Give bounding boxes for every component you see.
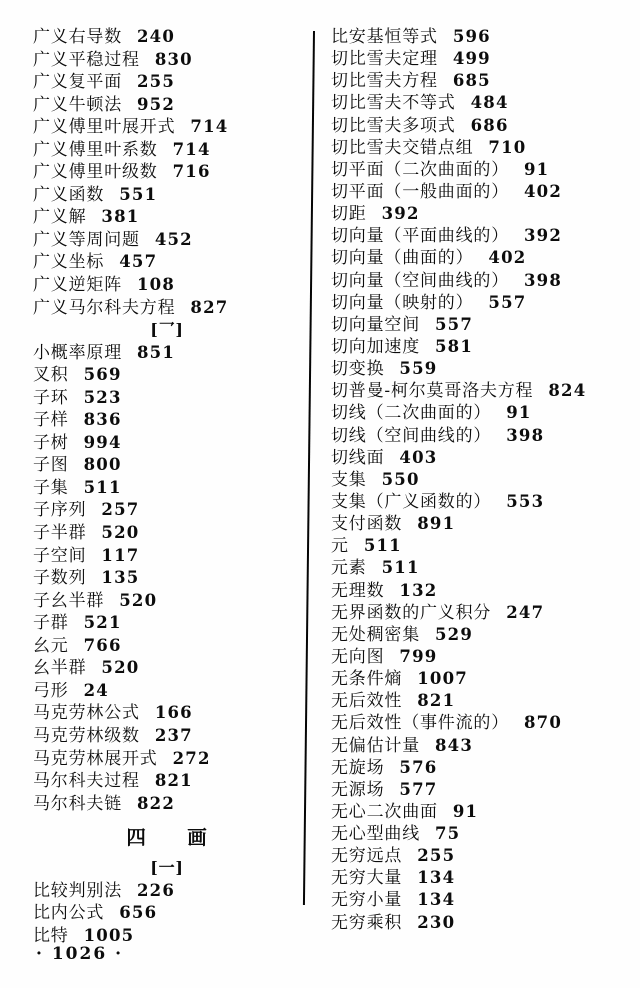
entry-term: 广义等周问题 (33, 229, 140, 250)
entry-term: 无心型曲线 (331, 824, 420, 845)
index-entry (33, 477, 301, 500)
entry-page-number: 836 (83, 410, 122, 430)
index-entry (33, 229, 301, 252)
entry-page-number: 520 (101, 658, 140, 678)
entry-term: 比内公式 (33, 903, 105, 924)
entry-page-number: 166 (154, 703, 193, 723)
entry-page-number: 135 (101, 568, 140, 588)
entry-term: 切平面（一般曲面的） (331, 181, 509, 202)
entry-term: 切距 (331, 204, 367, 225)
index-entry (331, 380, 631, 402)
entry-term: 幺元 (33, 635, 69, 656)
index-entry (331, 48, 631, 70)
entry-term: 广义马尔科夫方程 (33, 297, 176, 318)
index-entry (33, 902, 301, 925)
stroke-group-marker: [乛] (150, 320, 184, 340)
index-entry (331, 159, 631, 181)
index-entry (33, 432, 301, 455)
index-entry (331, 602, 631, 624)
entry-term: 广义傅里叶系数 (33, 139, 158, 160)
entry-page-number: 91 (524, 159, 550, 179)
entry-page-number: 255 (417, 846, 456, 866)
index-entry (331, 358, 631, 380)
entry-term: 子数列 (33, 568, 87, 589)
entry-term: 子半群 (33, 523, 87, 544)
entry-page-number: 714 (172, 139, 211, 159)
index-entry (331, 624, 631, 646)
index-entry (331, 889, 631, 911)
index-entry (33, 522, 301, 545)
entry-term: 广义傅里叶级数 (33, 162, 158, 183)
entry-page-number: 830 (154, 49, 193, 69)
entry-page-number: 569 (83, 365, 122, 385)
entry-term: 子群 (33, 613, 69, 634)
entry-page-number: 511 (363, 536, 402, 556)
index-entry (331, 823, 631, 845)
entry-page-number: 821 (154, 771, 193, 791)
entry-term: 无源场 (331, 779, 385, 800)
entry-term: 小概率原理 (33, 342, 122, 363)
entry-page-number: 75 (435, 824, 461, 844)
entry-page-number: 994 (83, 432, 122, 452)
entry-term: 无穷小量 (331, 890, 403, 911)
entry-term: 无旋场 (331, 757, 385, 778)
entry-term: 无向图 (331, 646, 385, 667)
entry-page-number: 240 (137, 27, 176, 46)
entry-page-number: 134 (417, 868, 456, 888)
entry-page-number: 484 (470, 93, 509, 113)
entry-term: 比特 (33, 925, 69, 946)
entry-term: 子树 (33, 432, 69, 453)
entry-page-number: 799 (399, 646, 438, 666)
index-entry (331, 668, 631, 690)
index-entry (33, 26, 301, 49)
index-entry (331, 845, 631, 867)
right-index-column (331, 26, 631, 934)
entry-page-number: 716 (172, 162, 211, 182)
index-entry (331, 92, 631, 114)
entry-term: 切普曼-柯尔莫哥洛夫方程 (331, 381, 534, 402)
index-entry (33, 184, 301, 207)
entry-page-number: 551 (119, 184, 158, 204)
index-entry (33, 680, 301, 703)
entry-page-number: 511 (83, 477, 122, 497)
entry-term: 广义逆矩阵 (33, 275, 122, 296)
entry-page-number: 520 (119, 590, 158, 610)
entry-term: 子样 (33, 410, 69, 431)
index-entry (33, 793, 301, 816)
index-entry (33, 545, 301, 568)
entry-page-number: 952 (137, 94, 176, 114)
entry-term: 元素 (331, 558, 367, 579)
entry-term: 马克劳林公式 (33, 703, 140, 724)
index-entry (331, 270, 631, 292)
entry-page-number: 1005 (83, 925, 135, 945)
entry-term: 支集（广义函数的） (331, 491, 492, 512)
entry-page-number: 237 (154, 725, 193, 745)
entry-term: 无后效性 (331, 691, 403, 712)
entry-page-number: 1007 (417, 669, 468, 689)
index-entry (33, 71, 301, 94)
entry-page-number: 521 (83, 613, 122, 633)
entry-page-number: 550 (381, 469, 420, 489)
index-entry (33, 880, 301, 903)
entry-page-number: 557 (488, 292, 527, 312)
entry-page-number: 656 (119, 903, 158, 923)
index-entry (331, 912, 631, 934)
index-entry (331, 735, 631, 757)
entry-page-number: 523 (83, 387, 122, 407)
entry-page-number: 117 (101, 545, 140, 565)
entry-term: 支集 (331, 469, 367, 490)
index-entry (331, 779, 631, 801)
index-entry (331, 425, 631, 447)
entry-page-number: 272 (172, 748, 211, 768)
index-entry (331, 801, 631, 823)
stroke-group-marker: [一] (150, 858, 184, 878)
entry-term: 马尔科夫链 (33, 793, 122, 814)
index-entry (33, 206, 301, 229)
index-entry (33, 139, 301, 162)
index-entry (331, 867, 631, 889)
index-entry (33, 94, 301, 117)
index-entry (33, 274, 301, 297)
entry-page-number: 398 (506, 425, 545, 445)
entry-page-number: 577 (399, 779, 438, 799)
index-entry (331, 225, 631, 247)
entry-page-number: 392 (381, 204, 420, 224)
entry-term: 广义傅里叶展开式 (33, 117, 176, 138)
entry-term: 切向量（映射的） (331, 292, 474, 313)
entry-term: 无条件熵 (331, 669, 403, 690)
entry-page-number: 891 (417, 514, 456, 534)
entry-term: 马克劳林级数 (33, 725, 140, 746)
entry-term: 切向量（曲面的） (331, 248, 474, 269)
index-entry (331, 336, 631, 358)
index-entry (331, 203, 631, 225)
entry-term: 无理数 (331, 580, 385, 601)
column-divider-rule (303, 31, 315, 905)
entry-page-number: 576 (399, 757, 438, 777)
entry-page-number: 392 (524, 226, 563, 246)
index-entry (33, 161, 301, 184)
entry-page-number: 553 (506, 491, 545, 511)
index-entry (33, 770, 301, 793)
left-index-column (33, 26, 301, 947)
page-number: · 1026 · (36, 944, 123, 964)
entry-term: 子图 (33, 455, 69, 476)
entry-term: 广义复平面 (33, 72, 122, 93)
entry-page-number: 452 (154, 229, 193, 249)
index-entry (33, 49, 301, 72)
entry-term: 切向量（平面曲线的） (331, 226, 509, 247)
index-entry (331, 580, 631, 602)
index-entry (331, 712, 631, 734)
index-entry (33, 702, 301, 725)
entry-page-number: 457 (119, 252, 158, 272)
entry-term: 支付函数 (331, 514, 403, 535)
entry-term: 弓形 (33, 680, 69, 701)
entry-page-number: 230 (417, 912, 456, 932)
entry-term: 广义解 (33, 207, 87, 228)
entry-term: 比较判别法 (33, 880, 122, 901)
index-entry (331, 247, 631, 269)
index-entry (331, 26, 631, 48)
index-entry (33, 364, 301, 387)
entry-page-number: 843 (435, 735, 474, 755)
entry-term: 切线（二次曲面的） (331, 403, 492, 424)
entry-page-number: 403 (399, 447, 438, 467)
index-entry (331, 690, 631, 712)
index-entry (33, 454, 301, 477)
entry-term: 切线（空间曲线的） (331, 425, 492, 446)
entry-page-number: 822 (137, 793, 176, 813)
index-entry (33, 635, 301, 658)
entry-page-number: 108 (137, 275, 176, 295)
entry-term: 切比雪夫方程 (331, 71, 438, 92)
index-entry (33, 251, 301, 274)
entry-term: 切比雪夫多项式 (331, 115, 456, 136)
entry-term: 元 (331, 536, 349, 557)
index-entry (331, 314, 631, 336)
entry-page-number: 402 (488, 248, 527, 268)
entry-page-number: 714 (190, 117, 229, 137)
index-entry (33, 116, 301, 139)
entry-page-number: 398 (524, 270, 563, 290)
entry-term: 子集 (33, 477, 69, 498)
entry-page-number: 559 (399, 359, 438, 379)
index-entry (33, 725, 301, 748)
entry-term: 切向量空间 (331, 314, 420, 335)
entry-term: 无心二次曲面 (331, 801, 438, 822)
index-entry (331, 447, 631, 469)
entry-page-number: 766 (83, 635, 122, 655)
index-entry (331, 402, 631, 424)
entry-term: 无穷乘积 (331, 912, 403, 933)
entry-page-number: 686 (470, 115, 509, 135)
entry-page-number: 381 (101, 207, 140, 227)
entry-page-number: 870 (524, 713, 563, 733)
index-entry (33, 499, 301, 522)
entry-term: 子环 (33, 387, 69, 408)
entry-term: 无偏估计量 (331, 735, 420, 756)
entry-term: 切比雪夫不等式 (331, 93, 456, 114)
index-entry (33, 657, 301, 680)
entry-term: 子空间 (33, 545, 87, 566)
entry-page-number: 596 (452, 27, 491, 46)
entry-page-number: 685 (452, 71, 491, 91)
entry-term: 广义坐标 (33, 252, 105, 273)
entry-page-number: 581 (435, 336, 474, 356)
entry-term: 广义右导数 (33, 27, 122, 47)
entry-page-number: 132 (399, 580, 438, 600)
entry-term: 切平面（二次曲面的） (331, 159, 509, 180)
entry-page-number: 24 (83, 680, 109, 700)
entry-page-number: 710 (488, 137, 527, 157)
entry-page-number: 827 (190, 297, 229, 317)
entry-page-number: 402 (524, 181, 563, 201)
entry-term: 无后效性（事件流的） (331, 713, 509, 734)
index-entry (331, 757, 631, 779)
index-entry (331, 513, 631, 535)
index-entry (33, 612, 301, 635)
entry-page-number: 557 (435, 314, 474, 334)
entry-term: 广义牛顿法 (33, 94, 122, 115)
entry-page-number: 134 (417, 890, 456, 910)
index-entry (331, 181, 631, 203)
entry-page-number: 226 (137, 880, 176, 900)
entry-term: 子序列 (33, 500, 87, 521)
index-entry (331, 70, 631, 92)
index-entry (33, 342, 301, 365)
entry-term: 切向加速度 (331, 336, 420, 357)
entry-term: 切比雪夫定理 (331, 49, 438, 70)
index-entry (331, 491, 631, 513)
entry-page-number: 821 (417, 691, 456, 711)
entry-term: 无处稠密集 (331, 624, 420, 645)
entry-term: 比安基恒等式 (331, 27, 438, 47)
index-entry (331, 137, 631, 159)
entry-page-number: 499 (452, 49, 491, 69)
entry-term: 叉积 (33, 365, 69, 386)
entry-page-number: 800 (83, 455, 122, 475)
entry-term: 幺半群 (33, 658, 87, 679)
entry-page-number: 255 (137, 72, 176, 92)
index-entry (33, 590, 301, 613)
entry-term: 马克劳林展开式 (33, 748, 158, 769)
entry-term: 无穷远点 (331, 846, 403, 867)
entry-page-number: 247 (506, 602, 545, 622)
entry-page-number: 257 (101, 500, 140, 520)
entry-page-number: 511 (381, 558, 420, 578)
entry-term: 无穷大量 (331, 868, 403, 889)
index-entry (331, 115, 631, 137)
entry-term: 切向量（空间曲线的） (331, 270, 509, 291)
index-entry (33, 297, 301, 320)
entry-term: 广义平稳过程 (33, 49, 140, 70)
entry-page-number: 91 (452, 801, 479, 821)
entry-term: 马尔科夫过程 (33, 771, 140, 792)
entry-term: 子幺半群 (33, 590, 105, 611)
entry-term: 切变换 (331, 359, 385, 380)
entry-page-number: 529 (435, 624, 474, 644)
entry-page-number: 91 (506, 403, 532, 423)
entry-page-number: 520 (101, 523, 140, 543)
index-entry (331, 535, 631, 557)
index-entry (331, 292, 631, 314)
index-entry (331, 469, 631, 491)
entry-term: 切线面 (331, 447, 385, 468)
index-entry (33, 387, 301, 410)
index-entry (33, 567, 301, 590)
stroke-count-section-header: 四 画 (126, 826, 208, 850)
entry-page-number: 851 (137, 342, 176, 362)
index-entry (331, 646, 631, 668)
index-entry (33, 748, 301, 771)
entry-page-number: 824 (548, 381, 587, 401)
entry-term: 广义函数 (33, 184, 105, 205)
index-entry (33, 409, 301, 432)
entry-term: 无界函数的广义积分 (331, 602, 492, 623)
index-entry (331, 557, 631, 579)
entry-term: 切比雪夫交错点组 (331, 137, 474, 158)
